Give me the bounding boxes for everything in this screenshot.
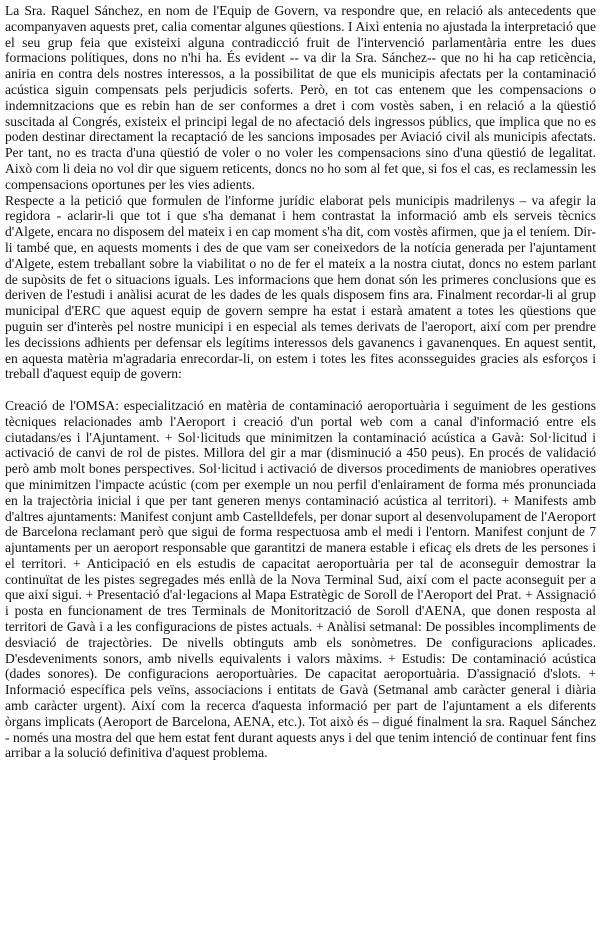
paragraph-spacer bbox=[5, 382, 596, 398]
paragraph-response: La Sra. Raquel Sánchez, en nom de l'Equip de Govern, va respondre que, en relació als antecedents que acompanyaven aquests pret, calia comentar algunes qüestions. I Aixì entenia no ajustada la interpretació que el seu grup feia que existeixi alguna contradicció fruit de l'intervenció parlamentària entre les dues formacions polítiques, dons no n'hi ha. És evident -- va dir la Sra. Sánchez-- que no hi ha cap reticència, aniria en contra dels nostres interessos, a la possibilitat de que els municipis afectats per la contaminació acústica siguin compensats pels perjudicis soferts. Però, en tot cas entenem que les compensacions o indemnitzacions que es rebin han de ser conformes a dret i com vostès saben, i en relació a la qüestió suscitada al Congrés, existeix el principi legal de no afectació dels ingressos públics, que implica que no es poden destinar directament la recaptació de les sancions imposades per Aviació civil als municipis afectats. Per tant, no es tracta d'una qüestió de voler o no voler les compensacions sino d'una qüestió de legalitat. Això com li deia no vol dir que siguem reticents, doncs no ho som al fet que, si fos el cas, es reclamessin les compensacions oportunes per les vies adients. Respecte a la petició que formulen de l'informe jurídic elaborat pels municipis madrilenys – va afegir la regidora - aclarir-li que tot i que s'ha demanat i hem contrastat la informació amb els serveis tècnics d'Algete, encara no disposem del mateix i en cap moment s'ha dit, com vostès afirmen, que ja el teníem. Dir-li també que, en aquests moments i des de que vam ser coneixedors de la notícia generada per l'ajuntament d'Algete, estem treballant sobre la viabilitat o no de fer el mateix a la nostra ciutat, doncs no estem parlant de supòsits de fet o situacions iguals. Les informacions que hem donat són les primeres conclusions que es deriven de l'estudi i anàlisi acurat de les dades de les quals disposem fins ara. Finalment recordar-li al grup municipal d'ERC que aquest equip de govern sempre ha estat i estarà amatent a totes les qüestions que puguin ser d'interès pel nostre municipi i en especial als temes derivats de l'aeroport, així com per prendre les decissions adhients per defensar els legítims interessos dels gavanencs i gavanenques. En aquest sentit, en aquesta matèria m'agradaria enrecordar-li, on estem i totes les fites aconsseguides gracies als esforços i treball d'aquest equip de govern: bbox=[5, 3, 596, 382]
paragraph-achievements: Creació de l'OMSA: especialització en matèria de contaminació aeroportuària i seguiment de les gestions tècniques relacionades amb l'Aeroport i creació d'un portal web com a canal d'informació entre els ciutadans/es i l'Ajuntament. + Sol·licituds que minimitzen la contaminació acústica a Gavà: Sol·licitud i activació de canvi de rol de pistes. Millora del gir a mar (disminució a 450 peus). En procés de validació però amb molt bones perspectives. Sol·licitud i activació de diversos procediments de maniobres operatives que minimitzen l'impacte acústic (com per exemple un nou perfil d'enlairament de forma més pronunciada en la trajectòria inicial i que per tant generen menys contaminació acústica al territori). + Manifests amb d'altres ajuntaments: Manifest conjunt amb Castelldefels, per donar suport al desenvolupament de l'Aeroport de Barcelona reclamant però que sigui de forma respectuosa amb el medi i l'entorn. Manifest conjunt de 7 ajuntaments per un aeroport responsable que garantitzi de manera estable i eficaç els drets de les persones i el territori. + Anticipació en els estudis de capacitat aeroportuària per tal de aconseguir demostrar la continuïtat de les pistes segregades més enllà de la Nova Terminal Sud, així com el pacte aconseguit per a que així sigui. + Presentació d'al·legacions al Mapa Estratègic de Soroll de l'Aeroport del Prat. + Assignació i posta en funcionament de tres Terminals de Monitorització de Soroll d'AENA, que donen resposta al territori de Gavà i a les configuracions de pistes actuals. + Anàlisi setmanal: De possibles incompliments de desviació de trajectòries. De nivells obtinguts amb els sonòmetres. De configuracions aplicades. D'esdeveniments sonors, amb nivells equivalents i valors màxims. + Estudis: De contaminació acústica (dades sonores). De configuracions aeroportuàries. De capacitat aeroportuària. D'assignació d'slots. + Informació específica pels veïns, associacions i entitats de Gavà (Setmanal amb caràcter general i diària amb caràcter urgent). Així com la recerca d'aquesta informació per part de l'ajuntament a els diferents òrgans implicats (Aeroport de Barcelona, AENA, etc.). Tot això és – digué finalment la sra. Raquel Sánchez - només una mostra del que hem estat fent durant aquests anys i del que tenim intenció de continuar fent fins arribar a la solució definitiva d'aquest problema. bbox=[5, 397, 596, 761]
